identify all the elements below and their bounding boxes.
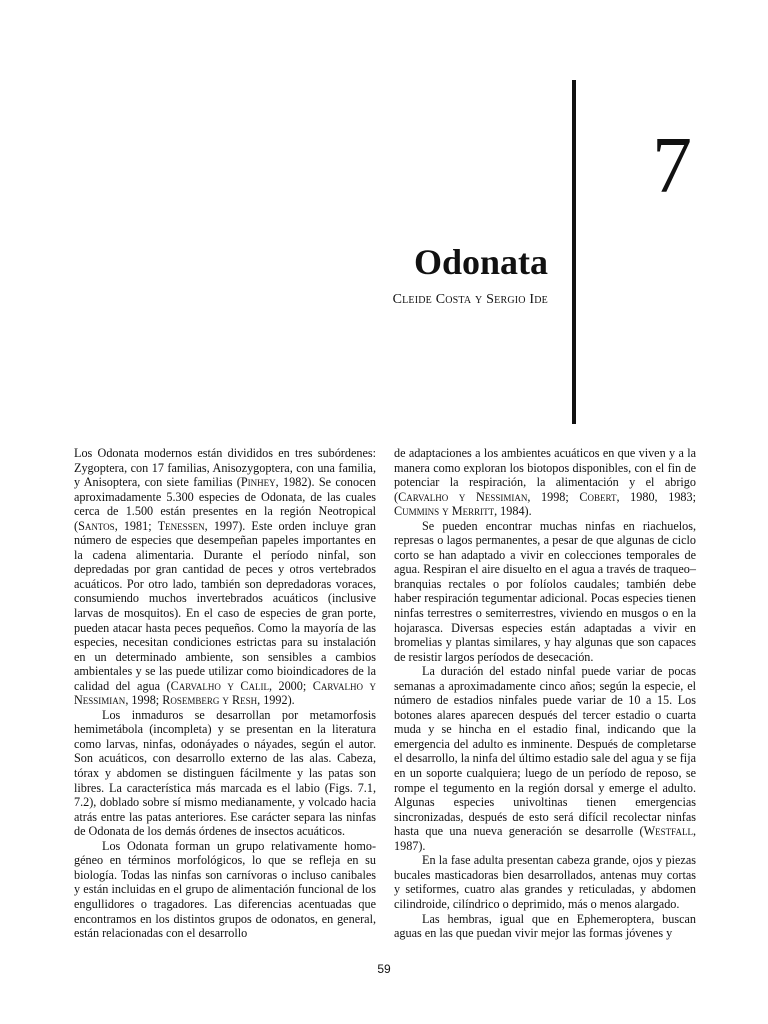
paragraph: La duración del estado ninfal puede variar de pocas semanas a aproximadamente cinco años; según la especie, el número de estadios ninfales puede variar de 10 a 15. Los botones alares aparecen después del tercer estadio o cuarta muda y se hincha en el estadio final, indicando que la emergencia del adulto es inminente. Después de completarse el desarrollo, la ninfa del último estadio sale del agua y se fija en un soporte cualquiera; luego de un período de reposo, se rompe el tegumento en la región dorsal y emerge el adulto. Algunas especies univoltinas tienen emergencias sincronizadas, después de esto será difícil recolectar ninfas hasta que una nueva generación se desarrolle (Westfall, 1987). [394, 664, 696, 853]
citation-author: Cobert [579, 489, 617, 504]
citation-author: Cummins y Merritt [394, 504, 495, 519]
citation-author: Pinhey [240, 475, 276, 490]
citation-author: Carvalho y Nessimian [74, 678, 376, 708]
paragraph: Las hembras, igual que en Ephemeroptera, buscan aguas en las que puedan vivir mejor las formas jóvenes y [394, 911, 696, 941]
paragraph: de adaptaciones a los ambientes acuáticos en que viven y a la manera como exploran los biotopos disponibles, con el fin de potenciar la respiración, la alimentación y el abrigo (Carvalho y Nessimian, 1998; Cobert, 1980, 1983; Cummins y Merritt, 1984). [394, 446, 696, 519]
citation-author: Tenessen [157, 518, 205, 533]
citation-author: Westfall [643, 824, 693, 839]
chapter-divider-rule [572, 80, 576, 424]
citation-author: Carvalho y Nessimian [398, 489, 528, 504]
citation-author: Rosemberg y Resh [162, 693, 258, 708]
paragraph: Se pueden encontrar muchas ninfas en riachuelos, represas o lagos permanentes, a pesar de que algunas de ciclo corto se han adaptado a vivir en colecciones temporales de agua. Respiran el aire disuelto en el agua a través de traqueo–branquias rectales o por folíolos caudales; también debe haber respiración tegumentar adicional. Pocas especies tienen ninfas terrestres o semiterrestres, viviendo en musgos o en la hojarasca. Diversas especies están adaptadas a vivir en bromelias y plantas similares, y hay algunas que son capaces de resistir largos períodos de desecación. [394, 518, 696, 664]
paragraph: Los Odonata forman un grupo relativamente homogéneo en términos morfológicos, lo que se refleja en su biología. Todas las ninfas son carnívoras o incluso canibales y están incluidas en el grupo de alimentación funcional de los engullidores o tragadores. Las diferencias acentuadas que encontramos en los distintos grupos de odonatos, en general, están relacionadas con el desarrollo [74, 838, 376, 941]
paragraph: En la fase adulta presentan cabeza grande, ojos y piezas bucales masticadoras bien desarrollados, antenas muy cortas y setiformes, cuatro alas grandes y reticuladas, y abdomen cilindroide, cilíndrico o deprimido, más o menos alargado. [394, 853, 696, 911]
citation-author: Carvalho y Calil [170, 678, 269, 693]
left-text-column [74, 446, 376, 941]
chapter-authors: Cleide Costa y Sergio Ide [392, 292, 548, 307]
page-number: 59 [377, 962, 391, 976]
right-text-column [394, 446, 696, 941]
citation-author: Santos [78, 518, 115, 533]
paragraph: Los inmaduros se desarrollan por metamorfosis hemimetábola (incompleta) y se presentan en la literatura como larvas, ninfas, odonáyades o náyades, según el autor. Son acuáticos, con desarrollo externo de las alas. Cabeza, tórax y abdomen se distinguen fácilmente y las patas son libres. La característica más marcada es el labio (Figs. 7.1, 7.2), doblado sobre sí mismo medianamente, y volcado hacia atrás entre las patas anteriores. Ese carácter separa las ninfas de Odonata de los demás órdenes de insectos acuáticos. [74, 707, 376, 839]
chapter-title: Odonata [413, 242, 548, 282]
chapter-number: 7 [652, 122, 692, 210]
paragraph: Los Odonata modernos están divididos en tres subórdenes: Zygoptera, con 17 familias, Anisozygoptera, con una familia, y Anisoptera, con siete familias (Pinhey, 1982). Se conocen aproximadamente 5.300 especies de Odonata, de las cuales cerca de 1.500 están presentes en la región Neotropical (Santos, 1981; Tenessen, 1997). Este orden incluye gran número de especies que desempeñan papeles importantes en la cadena alimentaria. Durante el período ninfal, son depredadas por gran cantidad de peces y otros vertebrados acuáticos. Por otro lado, también son depredadoras voraces, consumiendo muchos invertebrados acuáticos (inclusive larvas de mosquitos). En el caso de especies de gran porte, pueden atacar hasta peces pequeños. Como la mayoría de las especies, necesitan condiciones estrictas para su instalación en un determinado ambiente, son sensibles a cambios ambientales y se las puede utilizar como bioindicadores de la calidad del agua (Carvalho y Calil, 2000; Carvalho y Nessimian, 1998; Rosemberg y Resh, 1992). [74, 446, 376, 708]
